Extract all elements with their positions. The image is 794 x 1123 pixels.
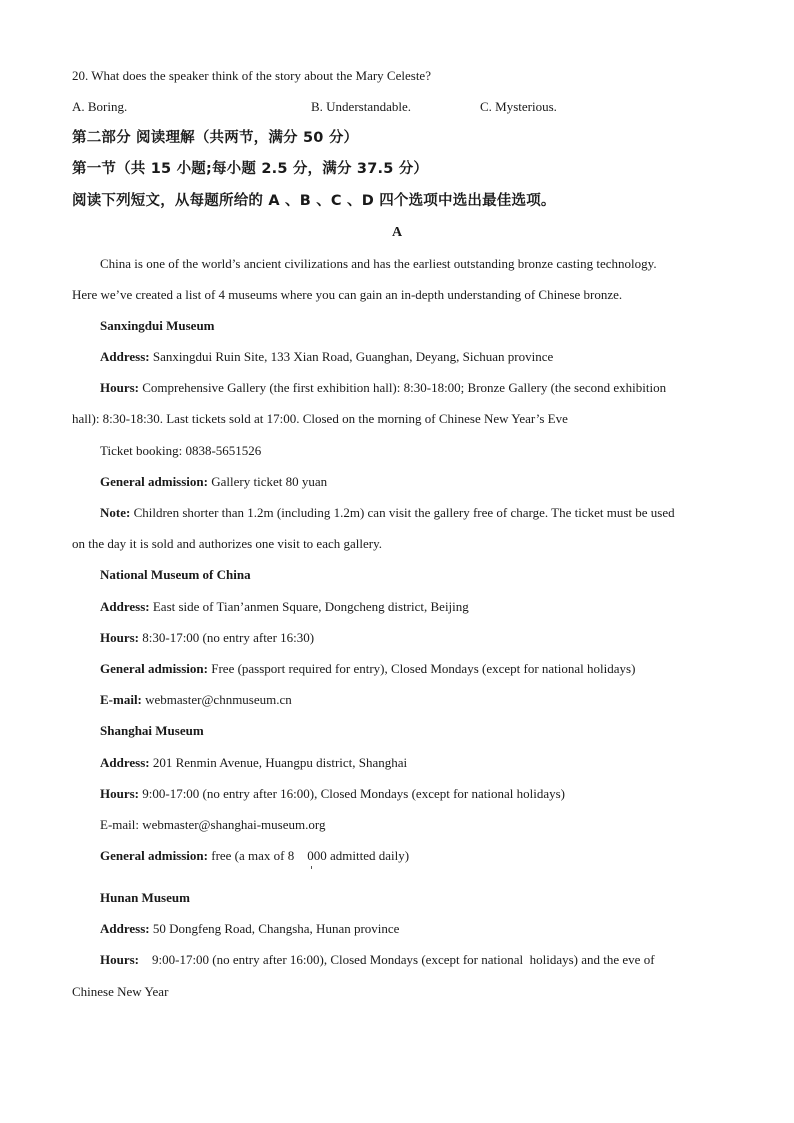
subsection-title: 第一节（共 15 小题;每小题 2.5 分，满分 37.5 分） [72, 161, 429, 177]
museum-address: Address: 201 Renmin Avenue, Huangpu district, Shanghai [100, 755, 408, 770]
museum-email: E-mail: webmaster@shanghai-museum.org [100, 817, 326, 832]
museum-name: Sanxingdui Museum [100, 318, 215, 333]
intro-line-1: China is one of the world’s ancient civilizations and has the earliest outstanding bronze casting technology. [100, 256, 657, 271]
museum-address: Address: Sanxingdui Ruin Site, 133 Xian Road, Guanghan, Deyang, Sichuan province [100, 349, 554, 364]
museum-address: Address: East side of Tian’anmen Square, Dongcheng district, Beijing [100, 599, 469, 614]
museum-hours-cont: hall): 8:30-18:30. Last tickets sold at 17:00. Closed on the morning of Chinese New Year’s Eve [72, 411, 568, 426]
museum-ticket-booking: Ticket booking: 0838-5651526 [100, 443, 262, 458]
museum-name: Shanghai Museum [100, 723, 204, 738]
intro-line-2: Here we’ve created a list of 4 museums where you can gain an in-depth understanding of Chinese bronze. [72, 287, 623, 302]
instruction: 阅读下列短文，从每题所给的 A 、B 、C 、D 四个选项中选出最佳选项。 [72, 193, 556, 209]
museum-note-cont: on the day it is sold and authorizes one visit to each gallery. [72, 536, 382, 551]
museum-admission: General admission: free (a max of 8 000 admitted daily) [100, 848, 410, 863]
museum-name: Hunan Museum [100, 890, 190, 905]
passage-letter: A [391, 225, 403, 240]
stray-mark [311, 866, 312, 869]
museum-hours: Hours: 8:30-17:00 (no entry after 16:30) [100, 630, 315, 645]
option-b: B. Understandable. [311, 99, 412, 114]
museum-name: National Museum of China [100, 567, 251, 582]
museum-hours: Hours: 9:00-17:00 (no entry after 16:00), Closed Mondays (except for national holidays) [100, 786, 566, 801]
museum-email: E-mail: webmaster@chnmuseum.cn [100, 692, 292, 707]
museum-hours: Hours: Comprehensive Gallery (the first exhibition hall): 8:30-18:00; Bronze Gallery (the second exhibition [100, 380, 667, 395]
museum-admission: General admission: Gallery ticket 80 yuan [100, 474, 328, 489]
question-20: 20. What does the speaker think of the story about the Mary Celeste? [72, 68, 431, 83]
museum-admission: General admission: Free (passport required for entry), Closed Mondays (except for national holidays) [100, 661, 636, 676]
option-c: C. Mysterious. [480, 99, 557, 114]
museum-hours: Hours: 9:00-17:00 (no entry after 16:00), Closed Mondays (except for national holidays) and the eve of [100, 952, 655, 967]
museum-hours-cont: Chinese New Year [72, 984, 169, 999]
option-a: A. Boring. [72, 99, 128, 114]
museum-note: Note: Children shorter than 1.2m (including 1.2m) can visit the gallery free of charge. The ticket must be used [100, 505, 675, 520]
museum-address: Address: 50 Dongfeng Road, Changsha, Hunan province [100, 921, 400, 936]
part-title: 第二部分 阅读理解（共两节，满分 50 分） [72, 130, 359, 146]
